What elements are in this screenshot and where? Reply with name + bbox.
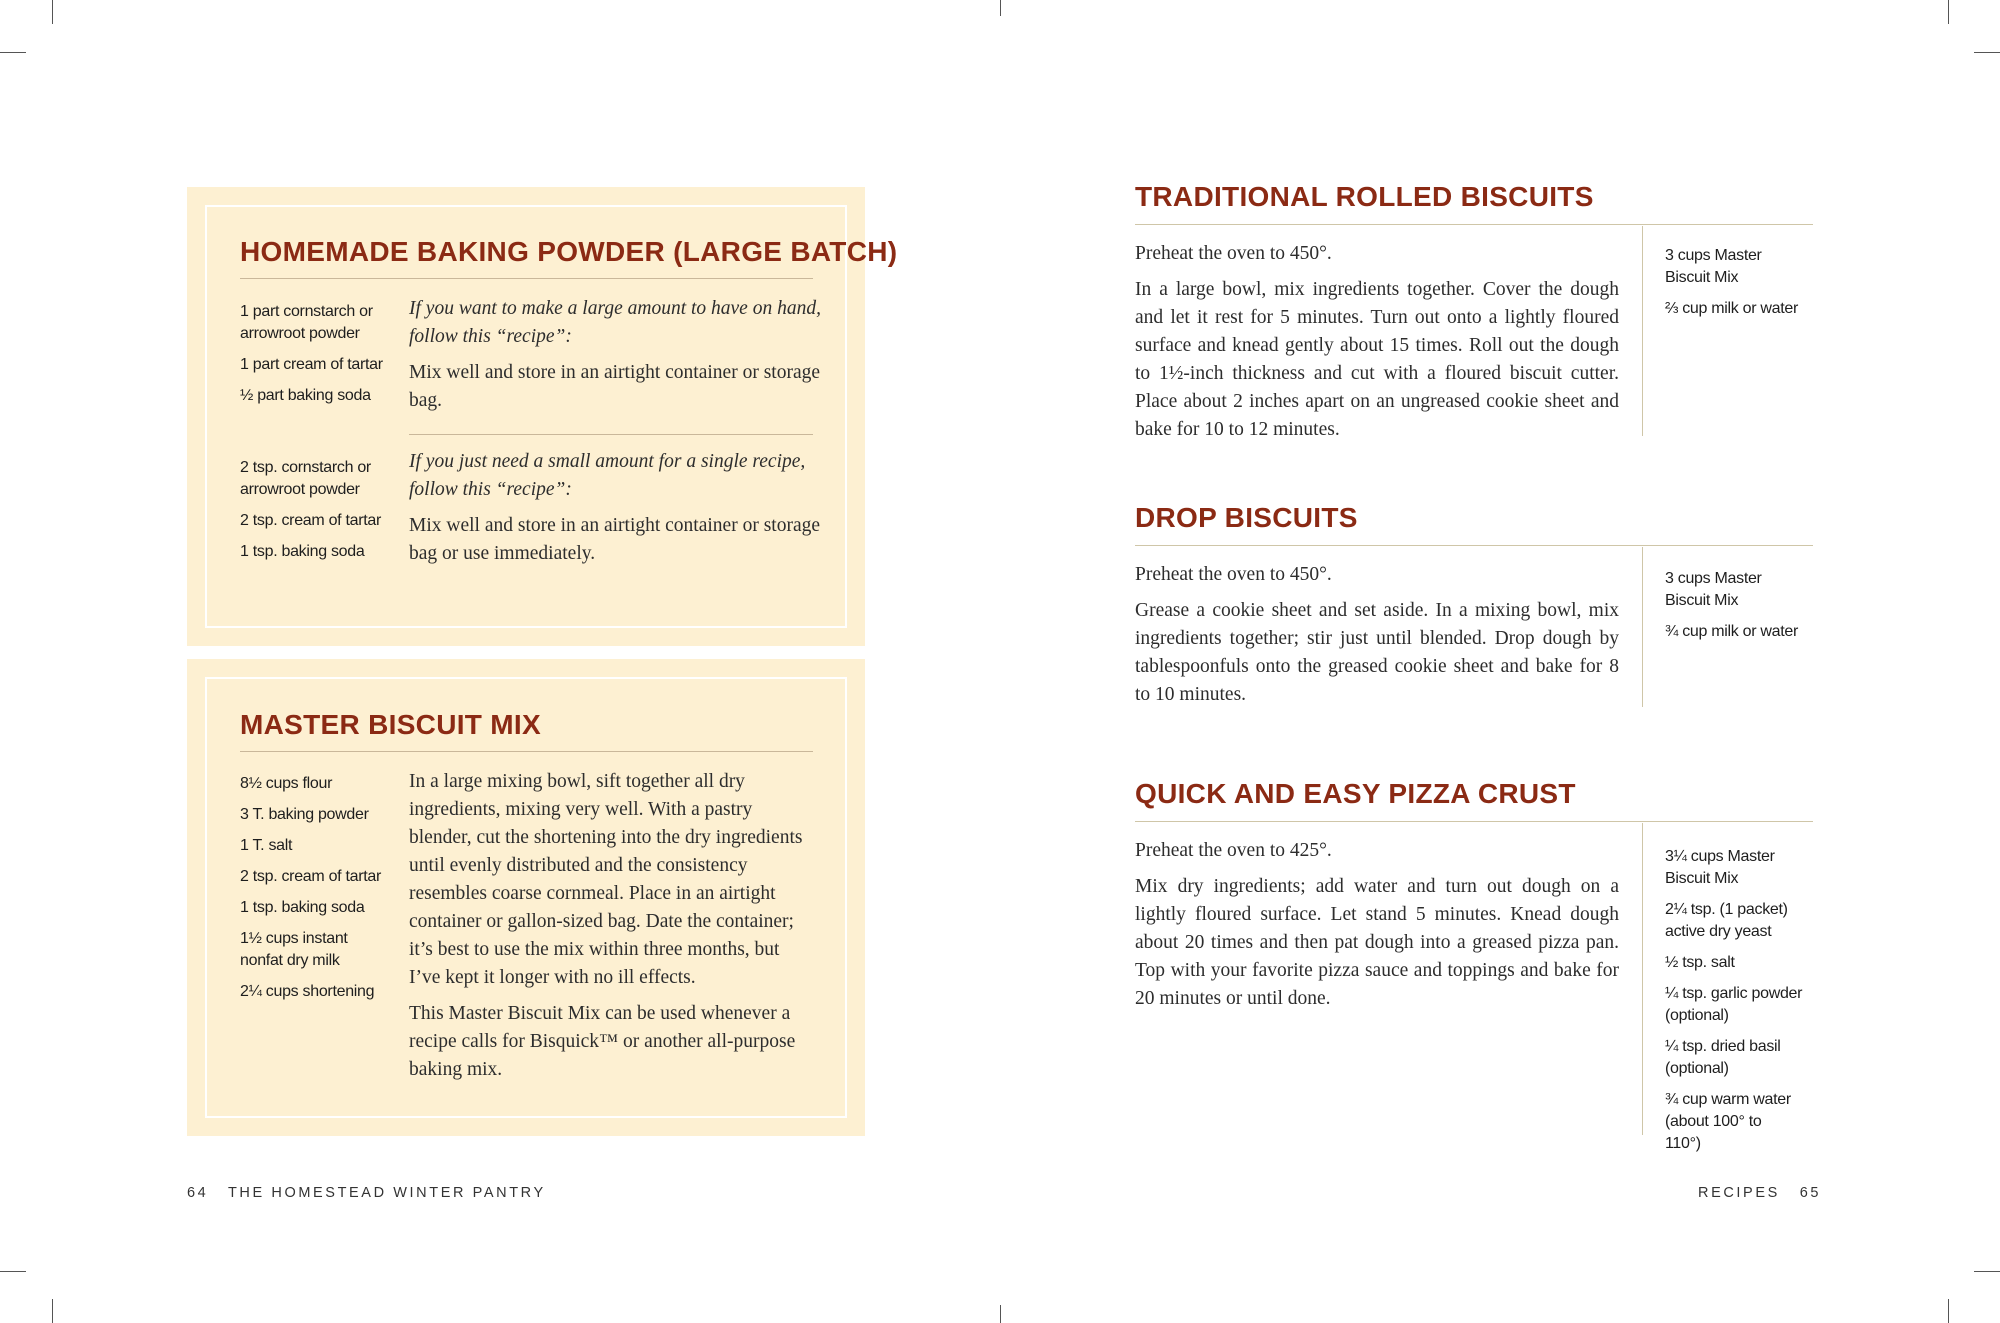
master-mix-ingredients (240, 773, 400, 1012)
ingredient: 1½ cups instant nonfat dry milk (240, 930, 348, 969)
recipe-directions (1135, 561, 1619, 717)
master-mix-paragraph: This Master Biscuit Mix can be used whenever a recipe calls for Bisquick™ or another all-purpose baking mix. (409, 1003, 796, 1080)
master-mix-title: MASTER BISCUIT MIX (240, 709, 541, 740)
crop-mark (1974, 52, 2000, 53)
large-batch-text: Mix well and store in an airtight container or storage bag. (409, 362, 821, 411)
column-rule (1642, 226, 1643, 436)
recipe-ingredients (1665, 846, 1830, 1164)
recipe-paragraph: Mix dry ingredients; add water and turn out dough on a lightly floured surface. Let stand 5 minutes. Knead dough about 20 times and then pat dough into a greased pizza pan. Top with your favorite pizza sauce and toppings and bake for 20 minutes or until done. (1135, 876, 1619, 1009)
title-rule (240, 278, 813, 279)
left-footer (187, 1185, 546, 1201)
crop-mark (0, 1271, 26, 1272)
ingredient: 3 cups Master Biscuit Mix (1665, 247, 1762, 286)
crop-mark (0, 52, 26, 53)
ingredient: 2¼ tsp. (1 packet) active dry yeast (1665, 901, 1788, 940)
ingredient: 2 tsp. cream of tartar (240, 868, 382, 885)
crop-mark (52, 0, 53, 24)
recipe-title: DROP BISCUITS (1135, 502, 1358, 533)
recipe-ingredients (1665, 245, 1825, 329)
ingredient: 1 part cream of tartar (240, 356, 383, 373)
page-number: 65 (1799, 1185, 1822, 1201)
column-rule (1642, 547, 1643, 707)
crop-mark (1000, 0, 1001, 16)
recipe-paragraph: Preheat the oven to 425°. (1135, 840, 1332, 861)
ingredient: ¾ cup milk or water (1665, 623, 1799, 640)
ingredient: 3¼ cups Master Biscuit Mix (1665, 848, 1775, 887)
recipe-paragraph: Preheat the oven to 450°. (1135, 564, 1332, 585)
crop-mark (52, 1299, 53, 1323)
recipe-paragraph: Preheat the oven to 450°. (1135, 243, 1332, 264)
large-batch-ingredients (240, 301, 400, 416)
recipe-directions (1135, 240, 1619, 452)
recipe-paragraph: In a large bowl, mix ingredients together. Cover the dough and let it rest for 5 minutes. Turn out onto a lightly floured surface and knead gently about 15 times. Roll out the dough to 1½-inch thickness and cut with a floured biscuit cutter. Place about 2 inches apart on an ungreased cookie sheet and bake for 10 to 12 minutes. (1135, 279, 1619, 440)
baking-powder-title: HOMEMADE BAKING POWDER (LARGE BATCH) (240, 236, 898, 267)
ingredient: 1 tsp. baking soda (240, 543, 365, 560)
ingredient: ½ part baking soda (240, 387, 371, 404)
ingredient: 3 cups Master Biscuit Mix (1665, 570, 1762, 609)
title-rule (1135, 821, 1813, 822)
section-name: RECIPES (1698, 1185, 1780, 1201)
title-rule (1135, 545, 1813, 546)
ingredient: 1 tsp. baking soda (240, 899, 365, 916)
title-rule (1135, 224, 1813, 225)
column-rule (1642, 823, 1643, 1135)
ingredient: 2 tsp. cornstarch or arrowroot powder (240, 459, 371, 498)
page-number: 64 (187, 1185, 209, 1201)
small-batch-ingredients (240, 457, 400, 572)
small-batch-directions (409, 448, 825, 576)
ingredient: 2 tsp. cream of tartar (240, 512, 382, 529)
ingredient: ⅔ cup milk or water (1665, 300, 1799, 317)
ingredient: ¼ tsp. dried basil (optional) (1665, 1038, 1781, 1077)
ingredient: ½ tsp. salt (1665, 954, 1735, 971)
recipe-directions (1135, 837, 1619, 1021)
ingredient: ¾ cup warm water (about 100° to 110°) (1665, 1091, 1791, 1152)
master-mix-directions (409, 768, 809, 1092)
ingredient: ¼ tsp. garlic powder (optional) (1665, 985, 1803, 1024)
recipe-ingredients (1665, 568, 1825, 652)
small-batch-text: Mix well and store in an airtight container or storage bag or use immediately. (409, 515, 821, 564)
crop-mark (1948, 1299, 1949, 1323)
large-batch-directions (409, 295, 825, 423)
running-title: THE HOMESTEAD WINTER PANTRY (227, 1185, 546, 1201)
crop-mark (1948, 0, 1949, 24)
ingredient: 3 T. baking powder (240, 806, 369, 823)
section-divider (409, 434, 813, 435)
large-batch-intro: If you want to make a large amount to have on hand, follow this “recipe”: (409, 298, 821, 347)
right-footer (1698, 1185, 1821, 1201)
crop-mark (1000, 1305, 1001, 1323)
title-rule (240, 751, 813, 752)
ingredient: 2¼ cups shortening (240, 983, 375, 1000)
recipe-title: TRADITIONAL ROLLED BISCUITS (1135, 181, 1594, 212)
ingredient: 1 T. salt (240, 837, 293, 854)
recipe-paragraph: Grease a cookie sheet and set aside. In a mixing bowl, mix ingredients together; stir just until blended. Drop dough by tablespoonfuls onto the greased cookie sheet and bake for 8 to 10 minutes. (1135, 600, 1619, 705)
recipe-title: QUICK AND EASY PIZZA CRUST (1135, 778, 1576, 809)
master-mix-paragraph: In a large mixing bowl, sift together all dry ingredients, mixing very well. With a pastry blender, cut the shortening into the dry ingredients until evenly distributed and the consistency resembles coarse cornmeal. Place in an airtight container or gallon-sized bag. Date the container; it’s best to use the mix within three months, but I’ve kept it longer with no ill effects. (409, 771, 803, 988)
crop-mark (1974, 1271, 2000, 1272)
ingredient: 1 part cornstarch or arrowroot powder (240, 303, 373, 342)
ingredient: 8½ cups flour (240, 775, 333, 792)
small-batch-intro: If you just need a small amount for a single recipe, follow this “recipe”: (409, 451, 806, 500)
